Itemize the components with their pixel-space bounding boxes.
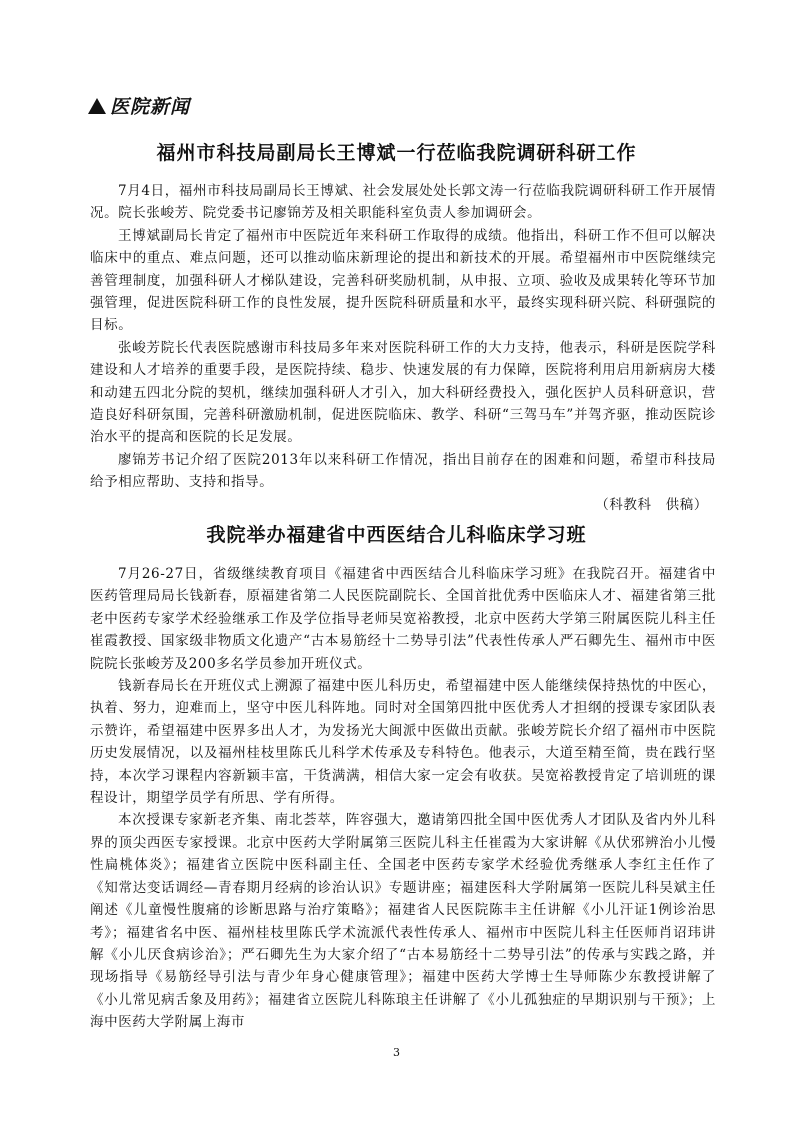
section-header: [88, 92, 190, 119]
article1-paragraph: 7月4日，福州市科技局副局长王博斌、社会发展处处长郭文涛一行莅临我院调研科研工作开展情况。院长张峻芳、院党委书记廖锦芳及相关职能科室负责人参加调研会。: [90, 183, 716, 222]
article1-paragraph: 廖锦芳书记介绍了医院2013年以来科研工作情况，指出目前存在的困难和问题，希望市科技局给予相应帮助、支持和指导。: [90, 451, 716, 491]
article1-paragraph: 张峻芳院长代表医院感谢市科技局多年来对医院科研工作的大力支持，他表示，科研是医院学科建设和人才培养的重要手段，是医院持续、稳步、快速发展的有力保障，医院将利用启用新病房大楼和动建五四北分院的契机，继续加强科研人才引入，加大科研经费投入，强化医护人员科研意识，营造良好科研氛围，完善科研激励机制，促进医院临床、教学、科研“三驾马车”并驾齐驱，推动医院诊治水平的提高和医院的长足发展。: [90, 339, 716, 446]
article2-paragraph: 7月26-27日，省级继续教育项目《福建省中西医结合儿科临床学习班》在我院召开。福建省中医药管理局局长钱新春，原福建省第二人民医院副院长、全国首批优秀中医临床人才、福建省第三批老中医药专家学术经验继承工作及学位指导老师吴宽裕教授，北京中医药大学第三附属医院儿科主任崔霞教授、国家级非物质文化遗产“古本易筋经十二势导引法”代表性传承人严石卿先生、福州市中医院院长张峻芳及200多名学员参加开班仪式。: [90, 566, 716, 672]
article2-paragraph: 钱新春局长在开班仪式上溯源了福建中医儿科历史，希望福建中医人能继续保持热忱的中医心，执着、努力，迎难而上，坚守中医儿科阵地。同时对全国第四批中医优秀人才担纲的授课专家团队表示赞许，希望福建中医界多出人才，为发扬光大闽派中医做出贡献。张峻芳院长介绍了福州市中医院历史发展情况，以及福州桂枝里陈氏儿科学术传承及专科特色。他表示，大道至精至简，贵在践行坚持，本次学习课程内容新颖丰富，干货满满，相信大家一定会有收获。吴宽裕教授肯定了培训班的课程设计，期望学员学有所思、学有所得。: [90, 678, 716, 807]
article2-paragraph: 本次授课专家新老齐集、南北荟萃，阵容强大，邀请第四批全国中医优秀人才团队及省内外儿科界的顶尖西医专家授课。北京中医药大学附属第三医院儿科主任崔霞为大家讲解《从伏邪辨治小儿慢性扁桃体炎》；福建省立医院中医科副主任、全国老中医药专家学术经验优秀继承人李红主任作了《知常达变话调经—青春期月经病的诊治认识》专题讲座；福建医科大学附属第一医院儿科吴斌主任阐述《儿童慢性腹痛的诊断思路与治疗策略》；福建省人民医院陈丰主任讲解《小儿汗证1例诊治思考》；福建省名中医、福州桂枝里陈氏学术流派代表性传承人、福州市中医院儿科主任医师肖诏玮讲解《小儿厌食病诊治》；严石卿先生为大家介绍了“古本易筋经十二势导引法”的传承与实践之路，并现场指导《易筋经导引法与青少年身心健康管理》；福建中医药大学博士生导师陈少东教授讲解了《小儿常见病舌象及用药》；福建省立医院儿科陈琅主任讲解了《小儿孤独症的早期识别与干预》；上海中医药大学附属上海市: [90, 812, 716, 1031]
section-label: 医院新闻: [110, 96, 191, 118]
article1-source: （科教科 供稿）: [595, 496, 708, 513]
article1-title: 福州市科技局副局长王博斌一行莅临我院调研科研工作: [156, 142, 637, 164]
article1-paragraph: 王博斌副局长肯定了福州市中医院近年来科研工作取得的成绩。他指出，科研工作不但可以解决临床中的重点、难点问题，还可以推动临床新理论的提出和新技术的开展。希望福州市中医院继续完善管理制度，加强科研人才梯队建设，完善科研奖励机制，从申报、立项、验收及成果转化等环节加强管理，促进医院科研工作的良性发展，提升医院科研质量和水平，最终实现科研兴院、科研强院的目标。: [90, 227, 716, 334]
page-number: 3: [393, 1046, 400, 1059]
article1-body: [90, 180, 716, 516]
triangle-up-icon: [88, 98, 106, 114]
article2-title: 我院举办福建省中西医结合儿科临床学习班: [206, 524, 587, 546]
article2-body: [90, 563, 716, 1034]
